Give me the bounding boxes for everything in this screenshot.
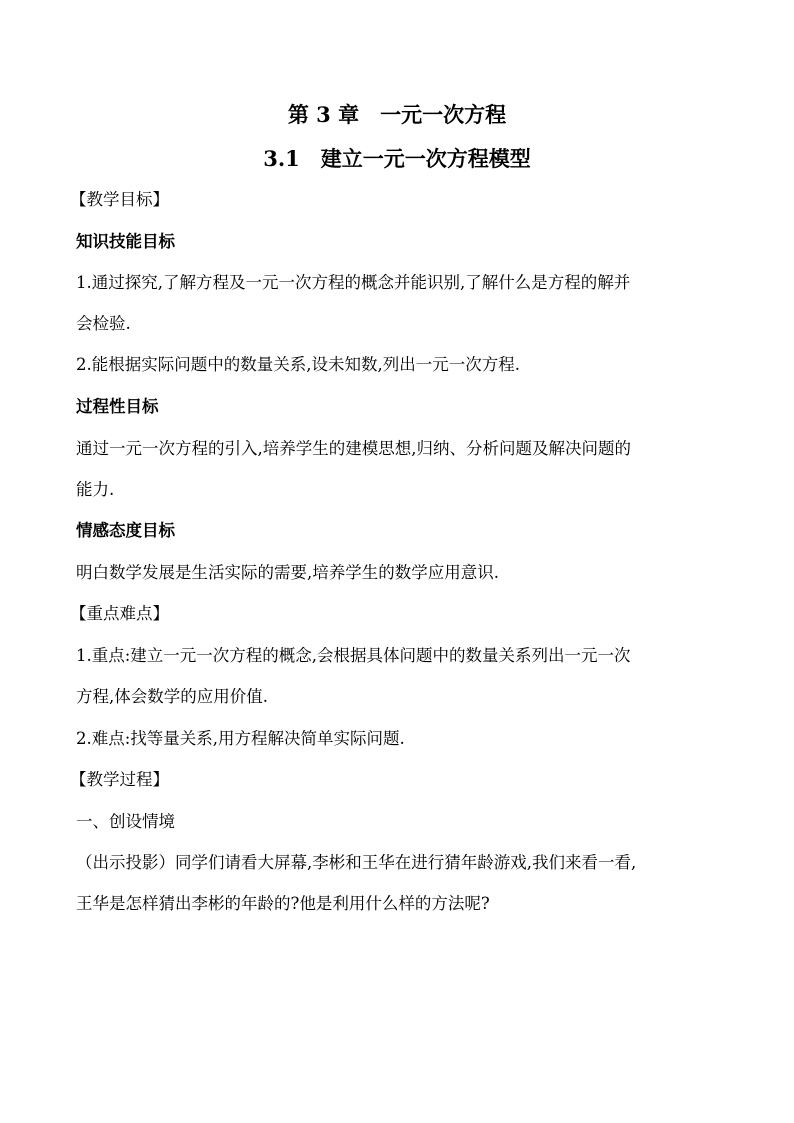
knowledge-goal-1-line2: 会检验. bbox=[76, 314, 131, 333]
teaching-process-header: 【教学过程】 bbox=[70, 770, 169, 789]
knowledge-goal-2: 2.能根据实际问题中的数量关系,设未知数,列出一元一次方程. bbox=[76, 355, 520, 374]
scenario-line2: 王华是怎样猜出李彬的年龄的?他是利用什么样的方法呢? bbox=[76, 894, 490, 913]
key-point-2: 2.难点:找等量关系,用方程解决简单实际问题. bbox=[76, 729, 405, 748]
knowledge-skill-goal-header: 知识技能目标 bbox=[76, 232, 175, 251]
key-difficulty-header: 【重点难点】 bbox=[70, 604, 169, 623]
process-goal-line2: 能力. bbox=[76, 480, 115, 499]
key-point-1-line1: 1.重点:建立一元一次方程的概念,会根据具体问题中的数量关系列出一元一次 bbox=[76, 646, 631, 665]
teaching-goals-header: 【教学目标】 bbox=[70, 190, 169, 209]
scenario-header: 一、创设情境 bbox=[76, 812, 175, 831]
emotion-goal-header: 情感态度目标 bbox=[76, 521, 175, 540]
section-title: 3.1 建立一元一次方程模型 bbox=[263, 146, 531, 171]
key-point-1-line2: 方程,体会数学的应用价值. bbox=[76, 687, 268, 706]
process-goal-line1: 通过一元一次方程的引入,培养学生的建模思想,归纳、分析问题及解决问题的 bbox=[76, 439, 631, 458]
chapter-title: 第 3 章 一元一次方程 bbox=[287, 102, 507, 127]
scenario-line1: （出示投影）同学们请看大屏幕,李彬和王华在进行猜年龄游戏,我们来看一看, bbox=[76, 853, 637, 872]
knowledge-goal-1-line1: 1.通过探究,了解方程及一元一次方程的概念并能识别,了解什么是方程的解并 bbox=[76, 273, 631, 292]
emotion-goal-text: 明白数学发展是生活实际的需要,培养学生的数学应用意识. bbox=[76, 563, 499, 582]
process-goal-header: 过程性目标 bbox=[76, 397, 159, 416]
